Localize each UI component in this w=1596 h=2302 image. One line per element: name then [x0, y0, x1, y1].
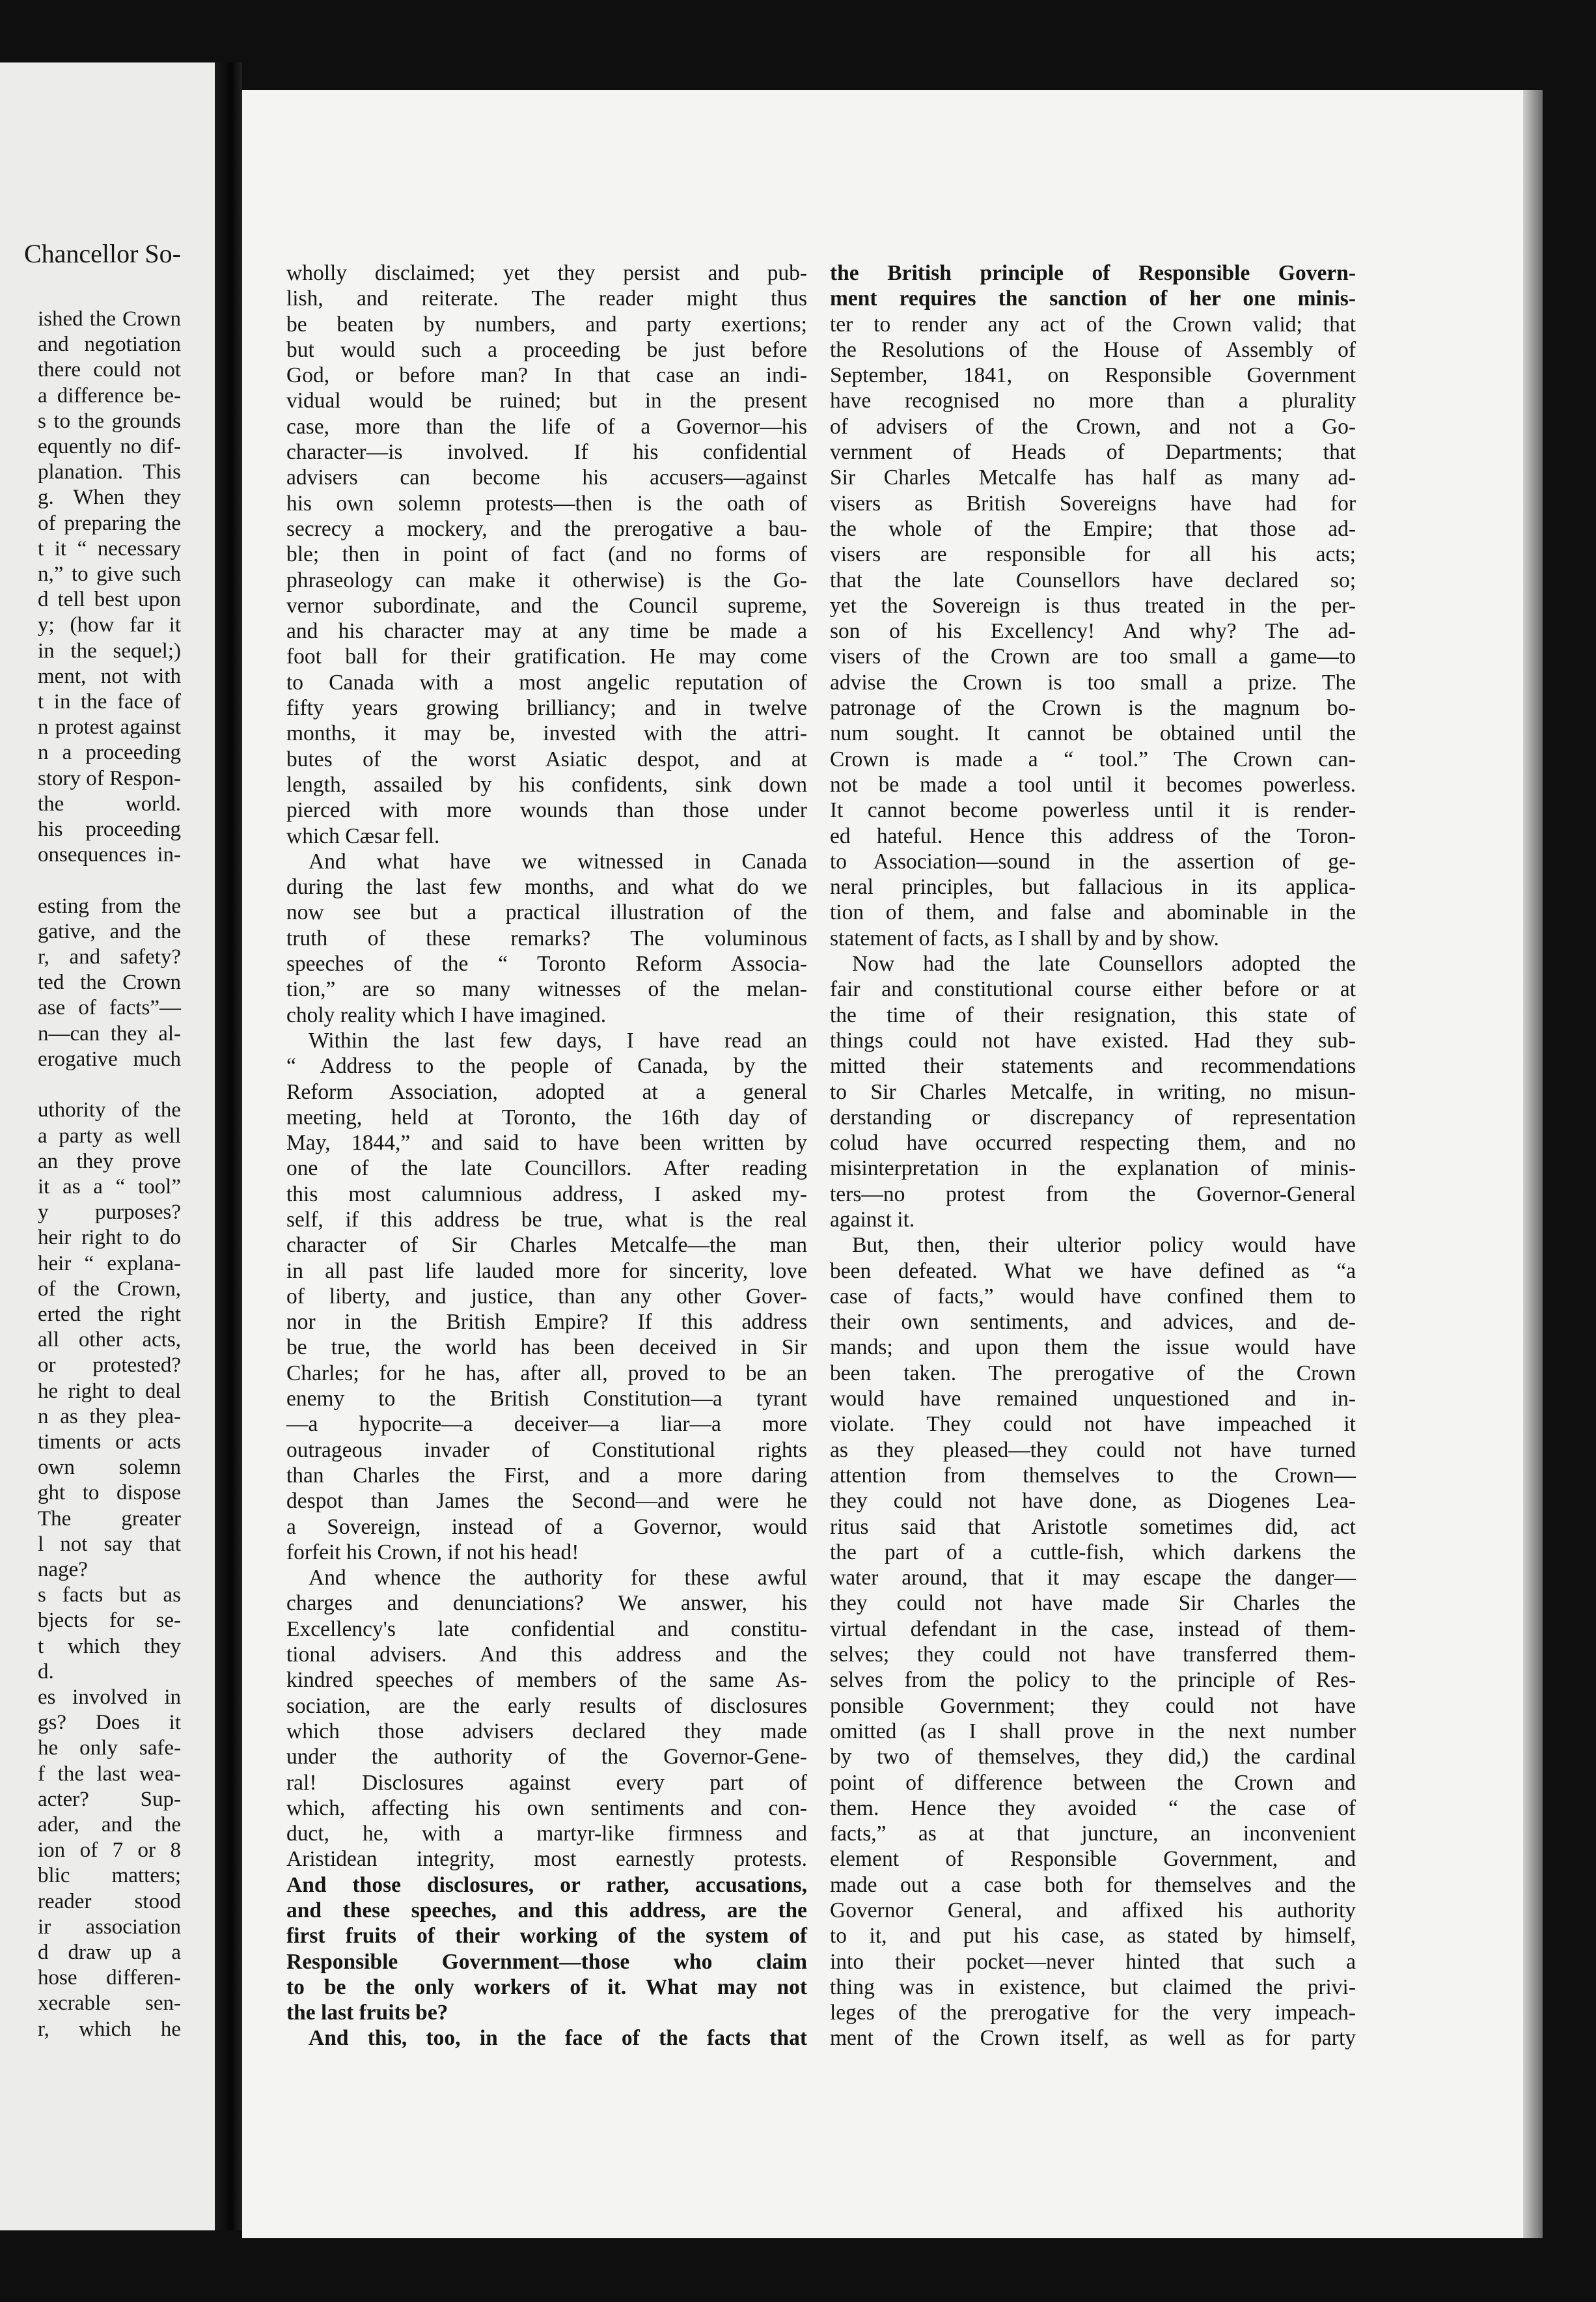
text-line: fair and constitutional course either before or at [830, 977, 1356, 1002]
left-page-line: ase of facts”— [38, 996, 181, 1020]
left-page-line: he only safe- [38, 1736, 181, 1760]
left-page-line: ion of 7 or 8 [38, 1838, 181, 1863]
left-page-line: s to the grounds [38, 409, 181, 433]
left-page-line: t it “ necessary [38, 536, 181, 561]
left-page-line: ir association [38, 1915, 181, 1939]
left-page-line: his proceeding [38, 818, 181, 842]
text-line: of liberty, and justice, than any other Gover- [286, 1284, 807, 1309]
text-line: which those advisers declared they made [286, 1719, 807, 1743]
left-page-line: a party as well [38, 1124, 181, 1148]
text-line: September, 1841, on Responsible Government [830, 363, 1356, 388]
text-line: that the late Counsellors have declared so; [830, 568, 1356, 592]
left-page-line: timents or acts [38, 1430, 181, 1454]
left-page-line: ght to dispose [38, 1481, 181, 1505]
text-line: would have remained unquestioned and in- [830, 1387, 1356, 1411]
text-line: mands; and upon them the issue would have [830, 1335, 1356, 1360]
text-line: the last fruits be? [286, 2001, 448, 2025]
left-page-line: d. [38, 1659, 54, 1684]
text-line: his own solemn protests—then is the oath of [286, 491, 807, 516]
text-line: num sought. It cannot be obtained until the [830, 721, 1356, 746]
text-line: ral! Disclosures against every part of [286, 1770, 807, 1795]
text-line: have recognised no more than a plurality [830, 389, 1356, 413]
text-line: misinterpretation in the explanation of minis- [830, 1156, 1356, 1181]
text-line: into their pocket—never hinted that such a [830, 1949, 1356, 1974]
text-line: the time of their resignation, this state of [830, 1003, 1356, 1027]
page-edge-shadow [1523, 90, 1543, 2238]
text-line: ment of the Crown itself, as well as for party [830, 2026, 1356, 2051]
left-page-line: d draw up a [38, 1941, 181, 1964]
text-line: against it. [830, 1207, 915, 1232]
text-line: but would such a proceeding be just before [286, 337, 807, 362]
text-line: Charles; for he has, after all, proved to be an [286, 1361, 807, 1385]
text-line: advisers can become his accusers—against [286, 465, 807, 490]
left-page-line: the world. [38, 792, 181, 816]
text-line: point of difference between the Crown and [830, 1770, 1356, 1795]
text-line: colud have occurred respecting them, and no [830, 1131, 1356, 1156]
text-line: God, or before man? In that case an indi- [286, 363, 807, 388]
text-line: attention from themselves to the Crown— [830, 1463, 1356, 1488]
text-line: omitted (as I shall prove in the next number [830, 1719, 1356, 1743]
text-line: to it, and put his case, as stated by himself, [830, 1924, 1356, 1948]
text-line: statement of facts, as I shall by and by show. [830, 926, 1219, 950]
text-line: under the authority of the Governor-Gene- [286, 1745, 807, 1769]
left-page-line: it as a “ tool” [38, 1174, 181, 1199]
left-page-line: n,” to give such [38, 562, 181, 587]
text-line: tional advisers. And this address and the [286, 1643, 807, 1667]
left-page-line: gative, and the [38, 919, 181, 943]
left-page-line: equently no dif- [38, 435, 181, 459]
text-line: Governor General, and affixed his authority [830, 1898, 1356, 1922]
text-line: than Charles the First, and a more daring [286, 1463, 807, 1488]
text-line: and his character may at any time be made a [286, 619, 807, 644]
text-line: case of facts,” would have confined them to [830, 1284, 1356, 1309]
left-page-line: acter? Sup- [38, 1787, 181, 1811]
text-line: not be made a tool until it becomes powerless. [830, 772, 1356, 797]
text-line: It cannot become powerless until it is render- [830, 798, 1356, 823]
text-line: Responsible Government—those who claim [286, 1949, 807, 1974]
text-line: vernor subordinate, and the Council supreme, [286, 593, 807, 618]
left-page-line: y; (how far it [38, 613, 181, 637]
text-line: And what have we witnessed in Canada [309, 849, 807, 874]
left-page-line: heir right to do [38, 1226, 181, 1250]
left-page-line: story of Respon- [38, 766, 181, 790]
text-line: vernment of Heads of Departments; that [830, 440, 1356, 465]
left-page-line: hose differen- [38, 1966, 181, 1990]
text-line: ponsible Government; they could not have [830, 1693, 1356, 1718]
book-gutter [215, 62, 242, 2230]
text-line: sociation, are the early results of disclosures [286, 1693, 807, 1718]
text-line: as they pleased—they could not have turned [830, 1437, 1356, 1462]
text-line: first fruits of their working of the system of [286, 1924, 807, 1948]
text-line: mitted their statements and recommendations [830, 1054, 1356, 1079]
left-page-line: y purposes? [38, 1200, 181, 1225]
left-page-line: blic matters; [38, 1864, 181, 1888]
text-line: facts,” as at that juncture, an inconvenient [830, 1822, 1356, 1846]
left-page-line: n as they plea- [38, 1404, 181, 1428]
text-line: water around, that it may escape the danger— [830, 1566, 1356, 1590]
text-line: visers are responsible for all his acts; [830, 542, 1356, 567]
left-page-line: uthority of the [38, 1098, 181, 1122]
left-page-line: erted the right [38, 1302, 181, 1326]
text-line: ment requires the sanction of her one minis- [830, 286, 1356, 311]
left-page-line: d tell best upon [38, 588, 181, 612]
text-line: ed hateful. Hence this address of the Toron- [830, 824, 1356, 848]
left-page-line: l not say that [38, 1532, 181, 1556]
text-line: which Cæsar fell. [286, 824, 440, 848]
text-line: phraseology can make it otherwise) is the Go- [286, 568, 807, 592]
text-line: their own sentiments, and advices, and de- [830, 1310, 1356, 1335]
text-line: pierced with more wounds than those under [286, 798, 807, 823]
text-line: Within the last few days, I have read an [309, 1028, 807, 1053]
text-line: character—is involved. If his confidential [286, 440, 807, 465]
text-line: fifty years growing brilliancy; and in twelve [286, 696, 807, 721]
text-line: truth of these remarks? The voluminous [286, 926, 807, 950]
left-page-line: an they prove [38, 1149, 181, 1173]
left-page-line: planation. This [38, 460, 181, 484]
left-page-line: f the last wea- [38, 1762, 181, 1786]
text-line: things could not have existed. Had they sub- [830, 1028, 1356, 1053]
left-page-line: xecrable sen- [38, 1991, 181, 2016]
text-line: duct, he, with a martyr-like firmness and [286, 1822, 807, 1846]
right-page [242, 90, 1531, 2238]
text-line: foot ball for their gratification. He may come [286, 645, 807, 669]
left-page-line: t which they [38, 1634, 181, 1658]
text-line: now see but a practical illustration of the [286, 900, 807, 925]
left-page-line: The greater [38, 1506, 181, 1531]
text-line: been taken. The prerogative of the Crown [830, 1361, 1356, 1385]
text-line: secrecy a mockery, and the prerogative a bau- [286, 516, 807, 541]
text-line: months, it may be, invested with the attri- [286, 721, 807, 746]
text-line: case, more than the life of a Governor—his [286, 414, 807, 439]
text-line: be true, the world has been deceived in Sir [286, 1335, 807, 1360]
text-line: lish, and reiterate. The reader might thus [286, 286, 807, 311]
text-line: tion,” are so many witnesses of the melan- [286, 977, 807, 1002]
left-page-line: of preparing the [38, 511, 181, 535]
text-line: self, if this address be true, what is the real [286, 1207, 807, 1232]
text-line: to Sir Charles Metcalfe, in writing, no misun- [830, 1079, 1356, 1104]
text-line: enemy to the British Constitution—a tyrant [286, 1387, 807, 1411]
left-page-line: all other acts, [38, 1328, 181, 1352]
text-line: ters—no protest from the Governor-General [830, 1182, 1356, 1206]
left-page-lines [38, 307, 215, 2042]
text-line: May, 1844,” and said to have been written by [286, 1131, 807, 1156]
text-line: them. Hence they avoided “ the case of [830, 1796, 1356, 1820]
text-line: the part of a cuttle-fish, which darkens the [830, 1540, 1356, 1564]
left-page-line: own solemn [38, 1456, 181, 1480]
left-page-line: gs? Does it [38, 1711, 181, 1735]
text-line: Sir Charles Metcalfe has half as many ad- [830, 465, 1356, 490]
left-page-line: heir “ explana- [38, 1251, 181, 1275]
text-line: speeches of the “ Toronto Reform Associa- [286, 952, 807, 977]
text-line: during the last few months, and what do we [286, 875, 807, 900]
text-line: which, affecting his own sentiments and con- [286, 1796, 807, 1820]
text-line: to be the only workers of it. What may not [286, 1975, 807, 1999]
left-page-line: r, which he [38, 2017, 181, 2041]
text-line: by two of themselves, they did,) the cardinal [830, 1745, 1356, 1769]
text-line: length, assailed by his confidents, sink down [286, 772, 807, 797]
text-line: outrageous invader of Constitutional rights [286, 1437, 807, 1462]
left-page-line: g. When they [38, 486, 181, 510]
text-line: And whence the authority for these awful [309, 1566, 807, 1590]
text-line: leges of the prerogative for the very impeach- [830, 2001, 1356, 2025]
text-line: yet the Sovereign is thus treated in the per- [830, 593, 1356, 618]
text-line: of advisers of the Crown, and not a Go- [830, 414, 1356, 439]
text-line: character of Sir Charles Metcalfe—the man [286, 1233, 807, 1258]
left-page-line: ment, not with [38, 664, 181, 688]
left-page-line: ader, and the [38, 1812, 181, 1837]
text-line: visers as British Sovereigns have had for [830, 491, 1356, 516]
left-page-line: a difference be- [38, 383, 181, 408]
text-line: ble; then in point of fact (and no forms of [286, 542, 807, 567]
left-page-line: t in the face of [38, 690, 181, 714]
text-line: been defeated. What we have defined as “a [830, 1258, 1356, 1283]
left-page-line: or protested? [38, 1353, 181, 1378]
text-line: patronage of the Crown is the magnum bo- [830, 696, 1356, 721]
left-page-line: r, and safety? [38, 945, 181, 969]
text-column-one [286, 260, 807, 2051]
left-page-line: ished the Crown [38, 307, 181, 331]
left-page-line [38, 868, 215, 893]
text-line: nor in the British Empire? If this address [286, 1310, 807, 1335]
left-page-line: esting from the [38, 894, 181, 918]
text-line: And those disclosures, or rather, accusations, [286, 1872, 807, 1897]
left-page-line: bjects for se- [38, 1609, 181, 1633]
text-line: selves from the policy to the principle of Res- [830, 1668, 1356, 1693]
left-page-heading: Chancellor So- [23, 239, 181, 268]
text-line: despot than James the Second—and were he [286, 1489, 807, 1514]
text-line: “ Address to the people of Canada, by the [286, 1054, 807, 1079]
text-line: charges and denunciations? We answer, his [286, 1591, 807, 1616]
text-line: vidual would be ruined; but in the present [286, 389, 807, 413]
text-line: derstanding or discrepancy of representation [830, 1105, 1356, 1130]
left-page-line [38, 1072, 215, 1098]
text-line: forfeit his Crown, if not his head! [286, 1540, 579, 1564]
text-line: thing was in existence, but claimed the privi- [830, 1975, 1356, 1999]
left-page-line: reader stood [38, 1889, 181, 1913]
text-line: Reform Association, adopted at a general [286, 1079, 807, 1104]
text-line: choly reality which I have imagined. [286, 1003, 607, 1027]
text-line: a Sovereign, instead of a Governor, would [286, 1514, 807, 1539]
text-line: butes of the worst Asiatic despot, and at [286, 747, 807, 771]
text-line: they could not have done, as Diogenes Lea- [830, 1489, 1356, 1514]
left-facing-page [0, 62, 215, 2230]
text-line: the Resolutions of the House of Assembly of [830, 337, 1356, 362]
text-line: one of the late Councillors. After reading [286, 1156, 807, 1181]
text-line: ritus said that Aristotle sometimes did, act [830, 1514, 1356, 1539]
text-line: kindred speeches of members of the same As- [286, 1668, 807, 1693]
text-line: son of his Excellency! And why? The ad- [830, 619, 1356, 644]
text-column-two [830, 260, 1356, 2051]
text-line: element of Responsible Government, and [830, 1847, 1356, 1872]
text-line: ter to render any act of the Crown valid; that [830, 312, 1356, 337]
text-line: —a hypocrite—a deceiver—a liar—a more [286, 1412, 807, 1437]
text-line: made out a case both for themselves and the [830, 1872, 1356, 1897]
text-line: Excellency's late confidential and constitu- [286, 1616, 807, 1641]
text-line: Aristidean integrity, most earnestly protests. [286, 1847, 807, 1872]
left-page-line: nage? [38, 1557, 88, 1581]
text-line: and these speeches, and this address, are the [286, 1898, 807, 1922]
text-line: visers of the Crown are too small a game—to [830, 645, 1356, 669]
left-page-line: of the Crown, [38, 1277, 181, 1301]
text-line: selves; they could not have transferred them- [830, 1643, 1356, 1667]
text-line: virtual defendant in the case, instead of them- [830, 1616, 1356, 1641]
left-page-line: onsequences in- [38, 843, 181, 867]
text-line: advise the Crown is too small a prize. The [830, 670, 1356, 695]
text-line: Crown is made a “ tool.” The Crown can- [830, 747, 1356, 771]
text-line: Now had the late Counsellors adopted the [852, 952, 1356, 977]
text-line: wholly disclaimed; yet they persist and pub- [286, 261, 807, 285]
left-page-line: erogative much [38, 1047, 181, 1071]
text-line: neral principles, but fallacious in its applica- [830, 875, 1356, 900]
text-line: violate. They could not have impeached it [830, 1412, 1356, 1437]
text-line: But, then, their ulterior policy would have [852, 1233, 1356, 1258]
text-line: to Canada with a most angelic reputation of [286, 670, 807, 695]
text-line: the whole of the Empire; that those ad- [830, 516, 1356, 541]
text-line: meeting, held at Toronto, the 16th day of [286, 1105, 807, 1130]
text-line: And this, too, in the face of the facts that [309, 2026, 807, 2051]
left-page-line: n a proceeding [38, 741, 181, 765]
left-page-line: there could not [38, 358, 181, 382]
left-page-line: and negotiation [38, 333, 181, 357]
left-page-line: n protest against [38, 715, 181, 740]
text-line: be beaten by numbers, and party exertions; [286, 312, 807, 337]
left-page-line: n—can they al- [38, 1021, 181, 1046]
left-page-line: ted the Crown [38, 971, 181, 995]
left-page-line: he right to deal [38, 1379, 181, 1403]
left-page-line: s facts but as [38, 1583, 181, 1607]
left-page-line: in the sequel;) [38, 639, 181, 663]
left-page-line: es involved in [38, 1685, 181, 1709]
text-line: the British principle of Responsible Govern- [830, 261, 1356, 285]
text-line: this most calumnious address, I asked my- [286, 1182, 807, 1206]
text-line: to Association—sound in the assertion of ge- [830, 849, 1356, 874]
text-line: tion of them, and false and abominable in the [830, 900, 1356, 925]
text-line: they could not have made Sir Charles the [830, 1591, 1356, 1616]
text-line: in all past life lauded more for sincerity, love [286, 1258, 807, 1283]
